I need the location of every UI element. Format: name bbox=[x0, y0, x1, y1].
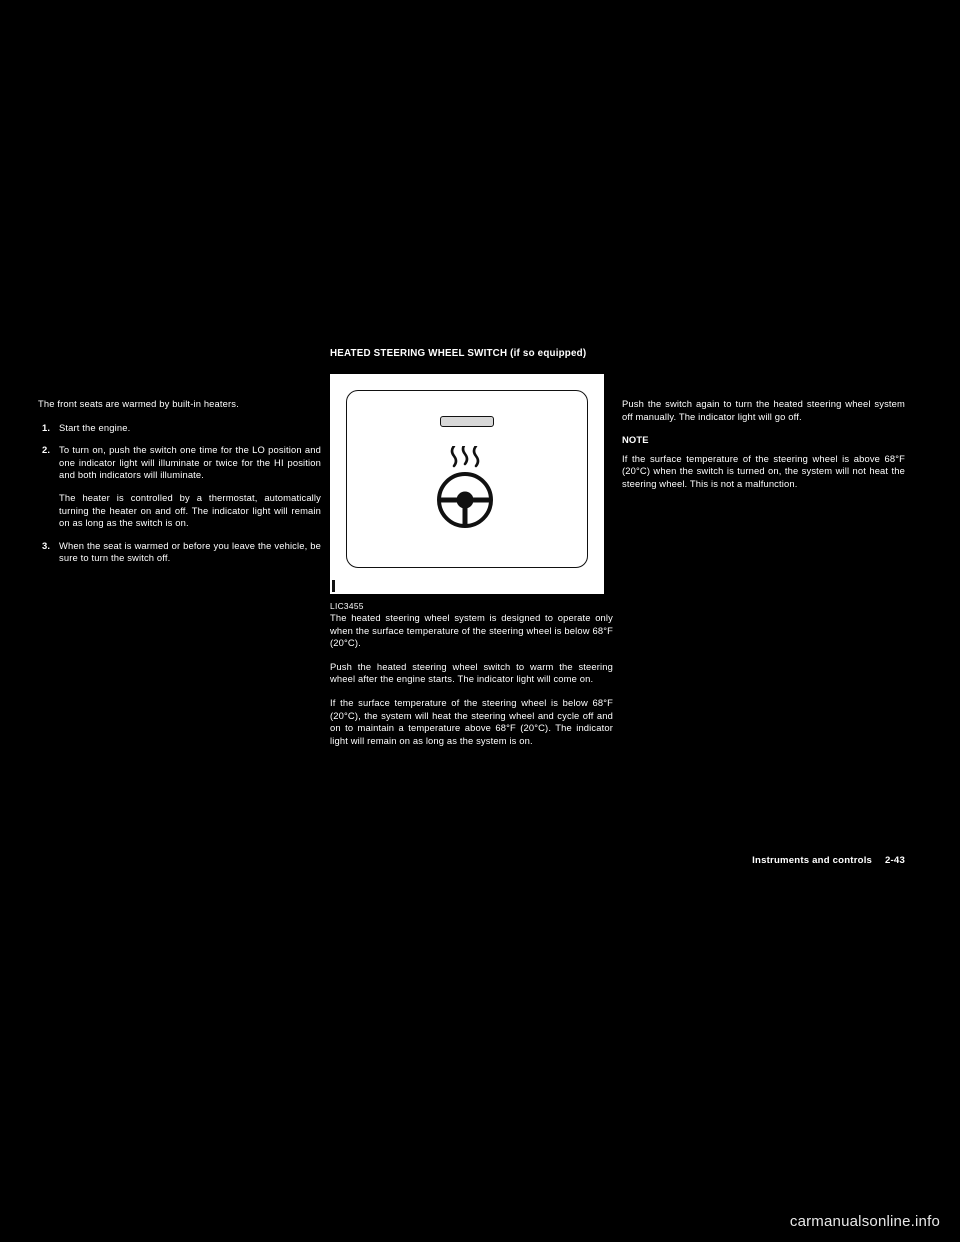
step-text: To turn on, push the switch one time for the LO position and one indicator light will illuminate or twice for the HI position and both indicators will illuminate. bbox=[59, 444, 321, 481]
note-paragraph: If the surface temperature of the steering wheel is above 68°F (20°C) when the switch is turned on, the system will not heat the steering wheel. This is not a malfunction. bbox=[622, 452, 905, 489]
figure-caption: LIC3455 bbox=[330, 601, 364, 611]
middle-paragraph-2: Push the heated steering wheel switch to warm the steering wheel after the engine starts. The indicator light will come on. bbox=[330, 660, 613, 685]
middle-paragraph-3: If the surface temperature of the steering wheel is below 68°F (20°C), the system will heat the steering wheel and cycle off and on to maintain a temperature above 68°F (20°C). The indicator light will remain on as long as the system is on. bbox=[330, 696, 613, 746]
caption-marker bbox=[332, 580, 335, 592]
note-heading: NOTE bbox=[622, 434, 649, 446]
switch-button bbox=[440, 416, 494, 427]
step-number: 2. bbox=[42, 444, 51, 456]
middle-column bbox=[330, 347, 613, 758]
step-text: When the seat is warmed or before you leave the vehicle, be sure to turn the switch off. bbox=[59, 539, 321, 564]
left-intro-paragraph: The front seats are warmed by built-in heaters. bbox=[38, 398, 239, 409]
step-number: 1. bbox=[42, 421, 51, 433]
left-column bbox=[38, 398, 321, 575]
step-text: Start the engine. bbox=[59, 421, 131, 433]
step-number: 3. bbox=[42, 539, 51, 551]
right-paragraph: Push the switch again to turn the heated steering wheel system off manually. The indicator light will go off. bbox=[622, 398, 905, 422]
middle-paragraph-1: The heated steering wheel system is designed to operate only when the surface temperature of the steering wheel is below 68°F (20°C). bbox=[330, 612, 613, 649]
right-column bbox=[622, 398, 905, 502]
footer-section-title: Instruments and controls bbox=[752, 855, 873, 866]
page-number: 2-43 bbox=[884, 855, 905, 866]
heated-steering-wheel-icon bbox=[424, 446, 510, 532]
watermark: carmanualsonline.info bbox=[789, 1213, 940, 1230]
list-item bbox=[38, 444, 321, 530]
page-footer bbox=[622, 855, 905, 866]
list-item bbox=[38, 540, 321, 565]
step-subtext: The heater is controlled by a thermostat, automatically turning the heater on and off. The indicator light will remain on as long as the switch is on. bbox=[59, 491, 321, 529]
section-heading: HEATED STEERING WHEEL SWITCH (if so equipped) bbox=[330, 348, 587, 359]
list-item bbox=[38, 422, 321, 435]
figure-heated-steering-wheel-switch bbox=[330, 374, 604, 594]
